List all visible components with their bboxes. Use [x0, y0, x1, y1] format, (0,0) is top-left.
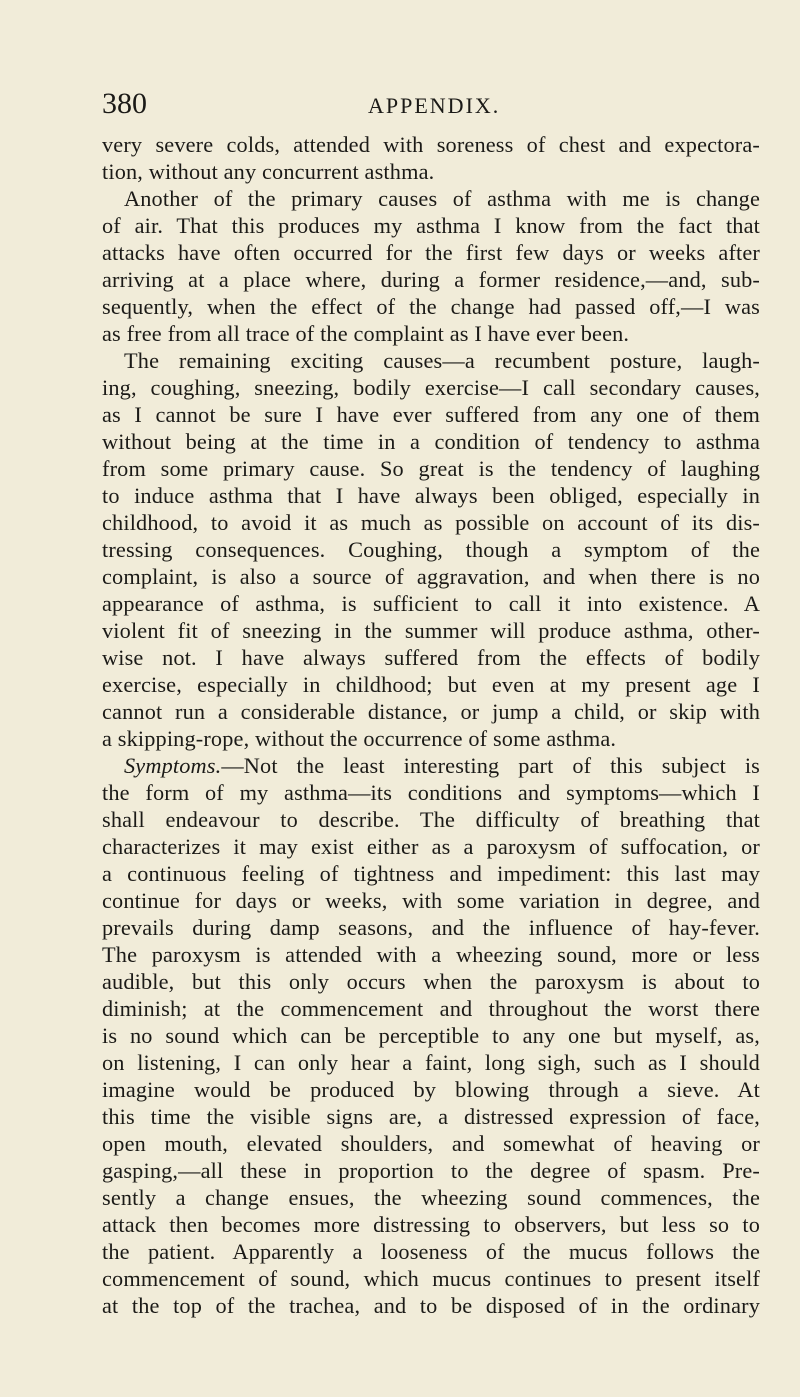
text-line: as free from all trace of the complaint as I have ever been. [102, 321, 630, 346]
text-line: cannot run a considerable distance, or jump a child, or skip with [102, 699, 760, 724]
text-line: attacks have often occurred for the first few days or weeks after [102, 240, 760, 265]
text-line: sequently, when the effect of the change had passed off,—I was [102, 294, 760, 319]
section-heading: Symptoms. [124, 753, 222, 778]
running-head: APPENDIX. [368, 93, 501, 118]
text-line: very severe colds, attended with soreness of chest and expectora- [102, 132, 760, 157]
text-line: as I cannot be sure I have ever suffered from any one of them [102, 402, 760, 427]
text-line: Another of the primary causes of asthma with me is change [124, 186, 760, 211]
text-line: characterizes it may exist either as a paroxysm of suffocation, or [102, 834, 760, 859]
text-line: diminish; at the commencement and throughout the worst there [102, 996, 760, 1021]
text-line: from some primary cause. So great is the tendency of laughing [102, 456, 760, 481]
page-number: 380 [102, 87, 147, 120]
page-header [102, 86, 722, 122]
text-line: of air. That this produces my asthma I know from the fact that [102, 213, 760, 238]
text-line: prevails during damp seasons, and the influence of hay-fever. [102, 915, 760, 940]
text-line: open mouth, elevated shoulders, and somewhat of heaving or [102, 1131, 760, 1156]
text-line [102, 752, 760, 779]
text-line: the patient. Apparently a looseness of the mucus follows the [102, 1239, 760, 1264]
text-line: a skipping-rope, without the occurrence of some asthma. [102, 726, 617, 751]
text-line: The remaining exciting causes—a recumbent posture, laugh- [124, 348, 760, 373]
text-line: attack then becomes more distressing to observers, but less so to [102, 1212, 760, 1237]
text-line: ing, coughing, sneezing, bodily exercise—I call secondary causes, [102, 375, 760, 400]
text-line: the form of my asthma—its conditions and symptoms—which I [102, 780, 760, 805]
text-line: gasping,—all these in proportion to the degree of spasm. Pre- [102, 1158, 760, 1183]
text-line: audible, but this only occurs when the paroxysm is about to [102, 969, 760, 994]
text-line: at the top of the trachea, and to be disposed of in the ordinary [102, 1293, 760, 1318]
text-line: without being at the time in a condition of tendency to asthma [102, 429, 760, 454]
text-line: complaint, is also a source of aggravation, and when there is no [102, 564, 760, 589]
text-line: commencement of sound, which mucus continues to present itself [102, 1266, 760, 1291]
text-line: this time the visible signs are, a distressed expression of face, [102, 1104, 760, 1129]
text-line: The paroxysm is attended with a wheezing sound, more or less [102, 942, 760, 967]
text-line: continue for days or weeks, with some variation in degree, and [102, 888, 760, 913]
text-line: on listening, I can only hear a faint, long sigh, such as I should [102, 1050, 760, 1075]
text-line: childhood, to avoid it as much as possible on account of its dis- [102, 510, 760, 535]
body-text [102, 131, 760, 1319]
text-line: violent fit of sneezing in the summer will produce asthma, other- [102, 618, 760, 643]
text-line: appearance of asthma, is sufficient to call it into existence. A [102, 591, 760, 616]
text-line: shall endeavour to describe. The difficulty of breathing that [102, 807, 760, 832]
text-line: to induce asthma that I have always been obliged, especially in [102, 483, 760, 508]
text-line: sently a change ensues, the wheezing sound commences, the [102, 1185, 760, 1210]
text-line: tion, without any concurrent asthma. [102, 159, 435, 184]
text-line: wise not. I have always suffered from the effects of bodily [102, 645, 760, 670]
text-line: exercise, especially in childhood; but even at my present age I [102, 672, 760, 697]
text-line: is no sound which can be perceptible to any one but myself, as, [102, 1023, 760, 1048]
text-line: a continuous feeling of tightness and impediment: this last may [102, 861, 760, 886]
text-line-rest: —Not the least interesting part of this subject is [221, 753, 760, 778]
text-line: tressing consequences. Coughing, though a symptom of the [102, 537, 760, 562]
text-line: imagine would be produced by blowing through a sieve. At [102, 1077, 760, 1102]
text-line: arriving at a place where, during a former residence,—and, sub- [102, 267, 760, 292]
